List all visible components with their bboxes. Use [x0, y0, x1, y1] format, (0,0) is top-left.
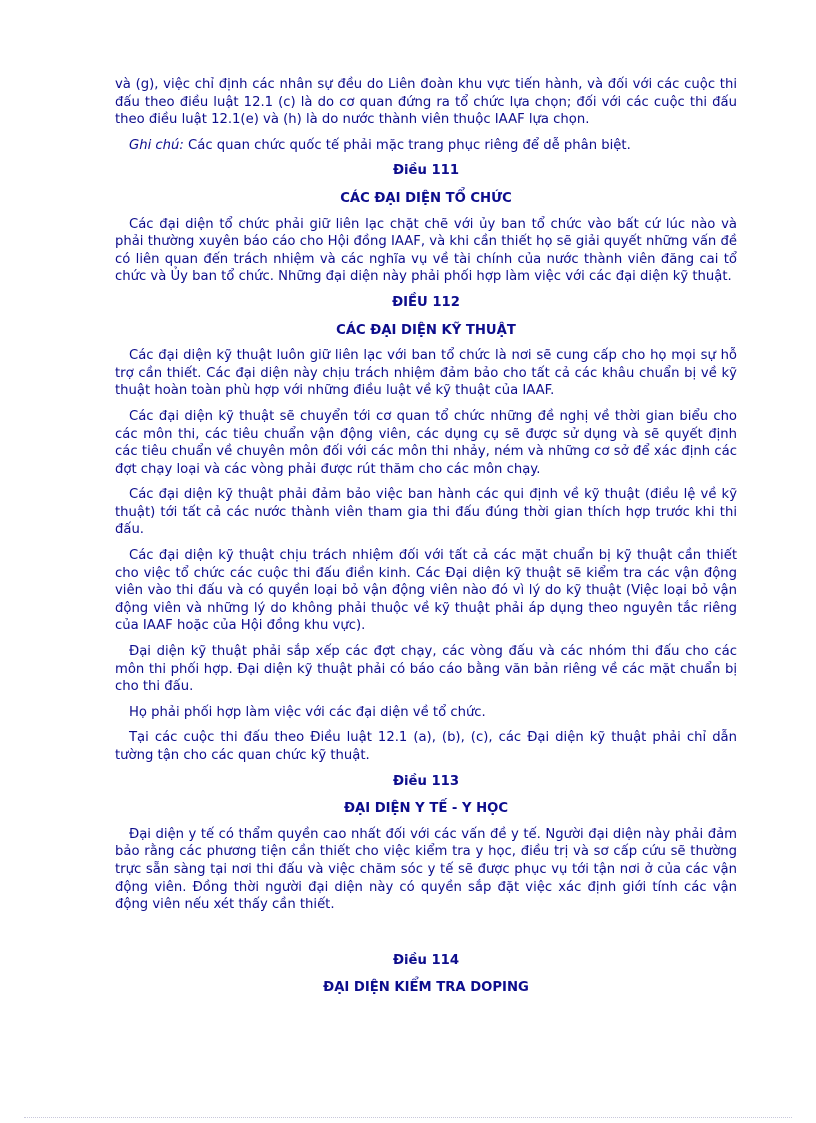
article-113-number: Điều 113: [392, 773, 460, 789]
article-112-paragraph: Đại diện kỹ thuật phải sắp xếp các đợt chạy, các vòng đấu và các nhóm thi đấu cho các môn thi phối hợp. Đại diện kỹ thuật phải có báo cáo bằng văn bản riêng về các mặt chuẩn bị cho thi đấu.: [115, 644, 737, 695]
document-page: [115, 76, 737, 1005]
article-112-paragraph: Các đại diện kỹ thuật chịu trách nhiệm đối với tất cả các mặt chuẩn bị kỹ thuật cần thiết cho việc tổ chức các cuộc thi đấu điền kinh. Các Đại diện kỹ thuật sẽ kiểm tra các vận động viên vào thi đấu và có quyền loại bỏ vận động viên nào đó vì lý do kỹ thuật (Việc loại bỏ vận động viên và những lý do không phải thuộc về kỹ thuật phải áp dụng theo nguyên tắc riêng của IAAF hoặc của Hội đồng khu vực).: [115, 548, 737, 634]
article-112-number: ĐIỀU 112: [392, 294, 460, 310]
article-112-paragraph: Các đại diện kỹ thuật sẽ chuyển tới cơ quan tổ chức những đề nghị về thời gian biểu cho các môn thi, các tiêu chuẩn vận động viên, các dụng cụ sẽ được sử dụng và sẽ quyết định các tiêu chuẩn về chuyên môn đối với các môn thi nhảy, ném và những cơ sở để xác định các đợt chạy loại và các vòng phải được rút thăm cho các môn chạy.: [115, 408, 737, 477]
article-111-number: Điều 111: [392, 163, 460, 179]
article-113-title: ĐẠI DIỆN Y TẾ - Y HỌC: [343, 801, 509, 817]
article-111-title: CÁC ĐẠI DIỆN TỔ CHỨC: [340, 190, 512, 206]
article-114-number: Điều 114: [392, 952, 460, 968]
article-111-paragraph: Các đại diện tổ chức phải giữ liên lạc chặt chẽ với ủy ban tổ chức vào bất cứ lúc nào và phải thường xuyên báo cáo cho Hội đồng IAAF, và khi cần thiết họ sẽ giải quyết những vấn đề có liên quan đến trách nhiệm và các nghĩa vụ về tài chính của nước thành viên đăng cai tổ chức và Ủy ban tổ chức. Những đại diện này phải phối hợp làm việc với các đại diện kỹ thuật.: [115, 216, 737, 285]
article-114-title: ĐẠI DIỆN KIỂM TRA DOPING: [323, 980, 529, 996]
article-112-paragraph: Họ phải phối hợp làm việc với các đại diện về tổ chức.: [129, 704, 486, 720]
section-spacer: [115, 922, 737, 950]
article-112-paragraph: Tại các cuộc thi đấu theo Điều luật 12.1 (a), (b), (c), các Đại diện kỹ thuật phải chỉ dẫn tường tận cho các quan chức kỹ thuật.: [115, 730, 737, 763]
intro-paragraph: và (g), việc chỉ định các nhân sự đều do Liên đoàn khu vực tiến hành, và đối với các cuộc thi đấu theo điều luật 12.1 (c) là do cơ quan đứng ra tổ chức lựa chọn; đối với các cuộc thi đấu theo điều luật 12.1(e) và (h) là do nước thành viên thuộc IAAF lựa chọn.: [115, 77, 737, 128]
note-label: Ghi chú:: [129, 137, 184, 153]
note-text: Các quan chức quốc tế phải mặc trang phục riêng để dễ phân biệt.: [183, 137, 631, 153]
article-112-title: CÁC ĐẠI DIỆN KỸ THUẬT: [336, 322, 516, 338]
article-113-paragraph: Đại diện y tế có thẩm quyền cao nhất đối với các vấn đề y tế. Người đại diện này phải đảm bảo rằng các phương tiện cần thiết cho việc kiểm tra y học, điều trị và sơ cấp cứu sẽ thường trực sẵn sàng tại nơi thi đấu và việc chăm sóc y tế sẽ được phục vụ tới tận nơi ở của các vận động viên. Đồng thời người đại diện này có quyền sắp đặt việc xác định giới tính các vận động viên nếu xét thấy cần thiết.: [115, 826, 737, 913]
article-112-paragraph: Các đại diện kỹ thuật phải đảm bảo việc ban hành các qui định về kỹ thuật (điều lệ về kỹ thuật) tới tất cả các nước thành viên tham gia thi đấu đúng thời gian thích hợp trước khi thi đấu.: [115, 487, 737, 538]
page-bottom-rule: [24, 1117, 792, 1118]
note-paragraph: [115, 137, 737, 155]
article-112-paragraph: Các đại diện kỹ thuật luôn giữ liên lạc với ban tổ chức là nơi sẽ cung cấp cho họ mọi sự hỗ trợ cần thiết. Các đại diện này chịu trách nhiệm đảm bảo cho tất cả các khâu chuẩn bị về kỹ thuật hoàn toàn phù hợp với những điều luật về kỹ thuật của IAAF.: [115, 348, 737, 399]
